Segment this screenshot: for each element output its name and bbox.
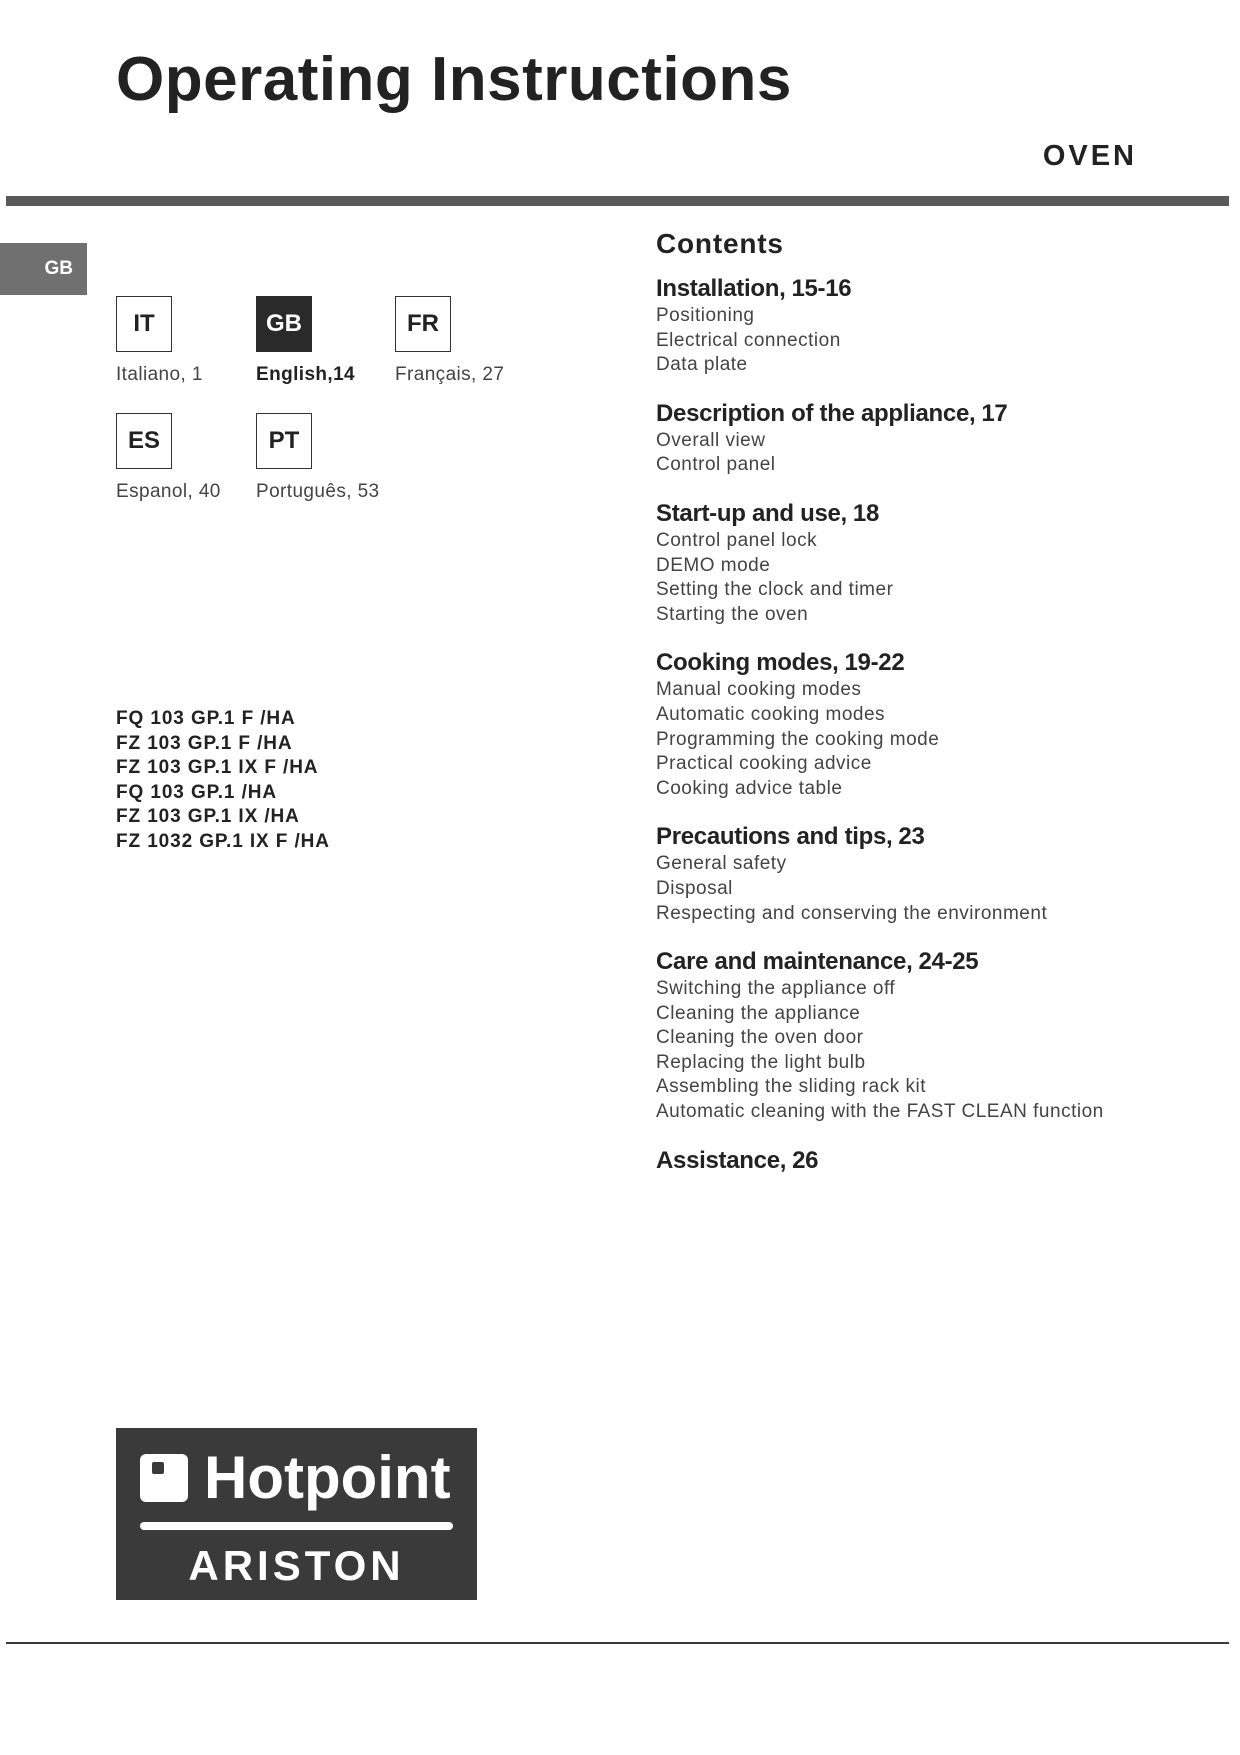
- section-title: Care and maintenance,: [656, 948, 913, 976]
- product-type: OVEN: [1042, 140, 1137, 172]
- language-label: Italiano, 1: [116, 364, 203, 385]
- table-of-contents: [656, 228, 1216, 1197]
- section-title: Description of the appliance,: [656, 399, 976, 427]
- section-item[interactable]: Automatic cooking modes: [656, 703, 886, 725]
- contents-section: [656, 947, 1216, 1125]
- logo-square-icon: [140, 1454, 188, 1502]
- bottom-divider: [6, 1642, 1229, 1644]
- model-code: FZ 103 GP.1 F /HA: [116, 732, 293, 754]
- section-title-row[interactable]: [656, 947, 1216, 977]
- language-label: Português, 53: [256, 481, 380, 502]
- contents-section: [656, 648, 1216, 801]
- contents-section: [656, 274, 1216, 378]
- section-item[interactable]: Cooking advice table: [656, 777, 843, 799]
- section-item[interactable]: Programming the cooking mode: [656, 728, 940, 750]
- model-code: FZ 1032 GP.1 IX F /HA: [116, 830, 330, 852]
- section-item[interactable]: Assembling the sliding rack kit: [656, 1076, 926, 1098]
- language-code-box: PT: [256, 413, 312, 469]
- section-item[interactable]: Data plate: [656, 354, 748, 376]
- model-code: FQ 103 GP.1 /HA: [116, 781, 277, 803]
- section-item[interactable]: Switching the appliance off: [656, 978, 896, 1000]
- logo-bar: [140, 1522, 453, 1530]
- language-option-es[interactable]: [116, 413, 276, 503]
- section-page-number: 18: [852, 499, 880, 527]
- section-item[interactable]: Manual cooking modes: [656, 679, 862, 701]
- language-option-gb[interactable]: [256, 296, 416, 386]
- section-item[interactable]: Control panel: [656, 454, 776, 476]
- section-item[interactable]: DEMO mode: [656, 554, 771, 576]
- section-item[interactable]: Replacing the light bulb: [656, 1051, 866, 1073]
- section-page-number: 26: [792, 1146, 819, 1174]
- language-label: English,14: [256, 364, 356, 385]
- contents-section: [656, 499, 1216, 627]
- model-code: FZ 103 GP.1 IX F /HA: [116, 757, 319, 779]
- section-page-number: 23: [898, 823, 925, 851]
- section-page-number: 15-16: [791, 275, 852, 302]
- language-option-pt[interactable]: [256, 413, 416, 503]
- section-title-row[interactable]: [656, 1146, 1216, 1176]
- section-title: Assistance,: [656, 1146, 787, 1174]
- model-code: FQ 103 GP.1 F /HA: [116, 708, 296, 729]
- section-page-number: 19-22: [844, 649, 905, 677]
- section-item[interactable]: Overall view: [656, 429, 766, 451]
- language-option-fr[interactable]: [395, 296, 555, 386]
- page-title: Operating Instructions: [116, 45, 792, 114]
- language-code-box: FR: [395, 296, 451, 352]
- section-title-row[interactable]: [656, 822, 1216, 852]
- section-page-number: 17: [981, 399, 1008, 427]
- language-code-box: GB: [256, 296, 312, 352]
- section-item[interactable]: Cleaning the appliance: [656, 1002, 861, 1024]
- section-item[interactable]: Positioning: [656, 305, 755, 326]
- section-title-row[interactable]: [656, 648, 1216, 678]
- top-divider: [6, 196, 1229, 206]
- section-title: Cooking modes,: [656, 649, 839, 677]
- model-list: [116, 707, 330, 855]
- section-title-row[interactable]: [656, 399, 1216, 429]
- section-item[interactable]: Automatic cleaning with the FAST CLEAN function: [656, 1101, 1104, 1123]
- section-item[interactable]: Respecting and conserving the environment: [656, 902, 1048, 924]
- section-title-row[interactable]: [656, 274, 1216, 304]
- section-item[interactable]: Electrical connection: [656, 329, 841, 351]
- logo-brand-text: Hotpoint: [204, 1444, 451, 1511]
- section-title: Precautions and tips,: [656, 823, 893, 851]
- section-item[interactable]: Cleaning the oven door: [656, 1027, 864, 1049]
- section-item[interactable]: Practical cooking advice: [656, 753, 872, 775]
- language-side-tab: GB: [0, 243, 87, 295]
- language-code-box: IT: [116, 296, 172, 352]
- section-title: Installation,: [656, 275, 786, 302]
- logo-sub-text: ARISTON: [188, 1542, 405, 1589]
- section-item[interactable]: Starting the oven: [656, 603, 809, 625]
- contents-section: [656, 822, 1216, 926]
- language-label: Espanol, 40: [116, 481, 221, 502]
- contents-section: [656, 1146, 1216, 1176]
- section-item[interactable]: General safety: [656, 853, 787, 875]
- section-title-row[interactable]: [656, 499, 1216, 529]
- contents-section: [656, 399, 1216, 478]
- language-label: Français, 27: [395, 364, 505, 385]
- section-title: Start-up and use,: [656, 499, 847, 527]
- section-page-number: 24-25: [918, 948, 979, 976]
- brand-logo: [116, 1428, 477, 1600]
- section-item[interactable]: Disposal: [656, 877, 733, 899]
- contents-heading: Contents: [656, 228, 784, 259]
- model-code: FZ 103 GP.1 IX /HA: [116, 806, 300, 828]
- language-option-it[interactable]: [116, 296, 276, 386]
- section-item[interactable]: Setting the clock and timer: [656, 579, 894, 601]
- language-code-box: ES: [116, 413, 172, 469]
- section-item[interactable]: Control panel lock: [656, 529, 818, 551]
